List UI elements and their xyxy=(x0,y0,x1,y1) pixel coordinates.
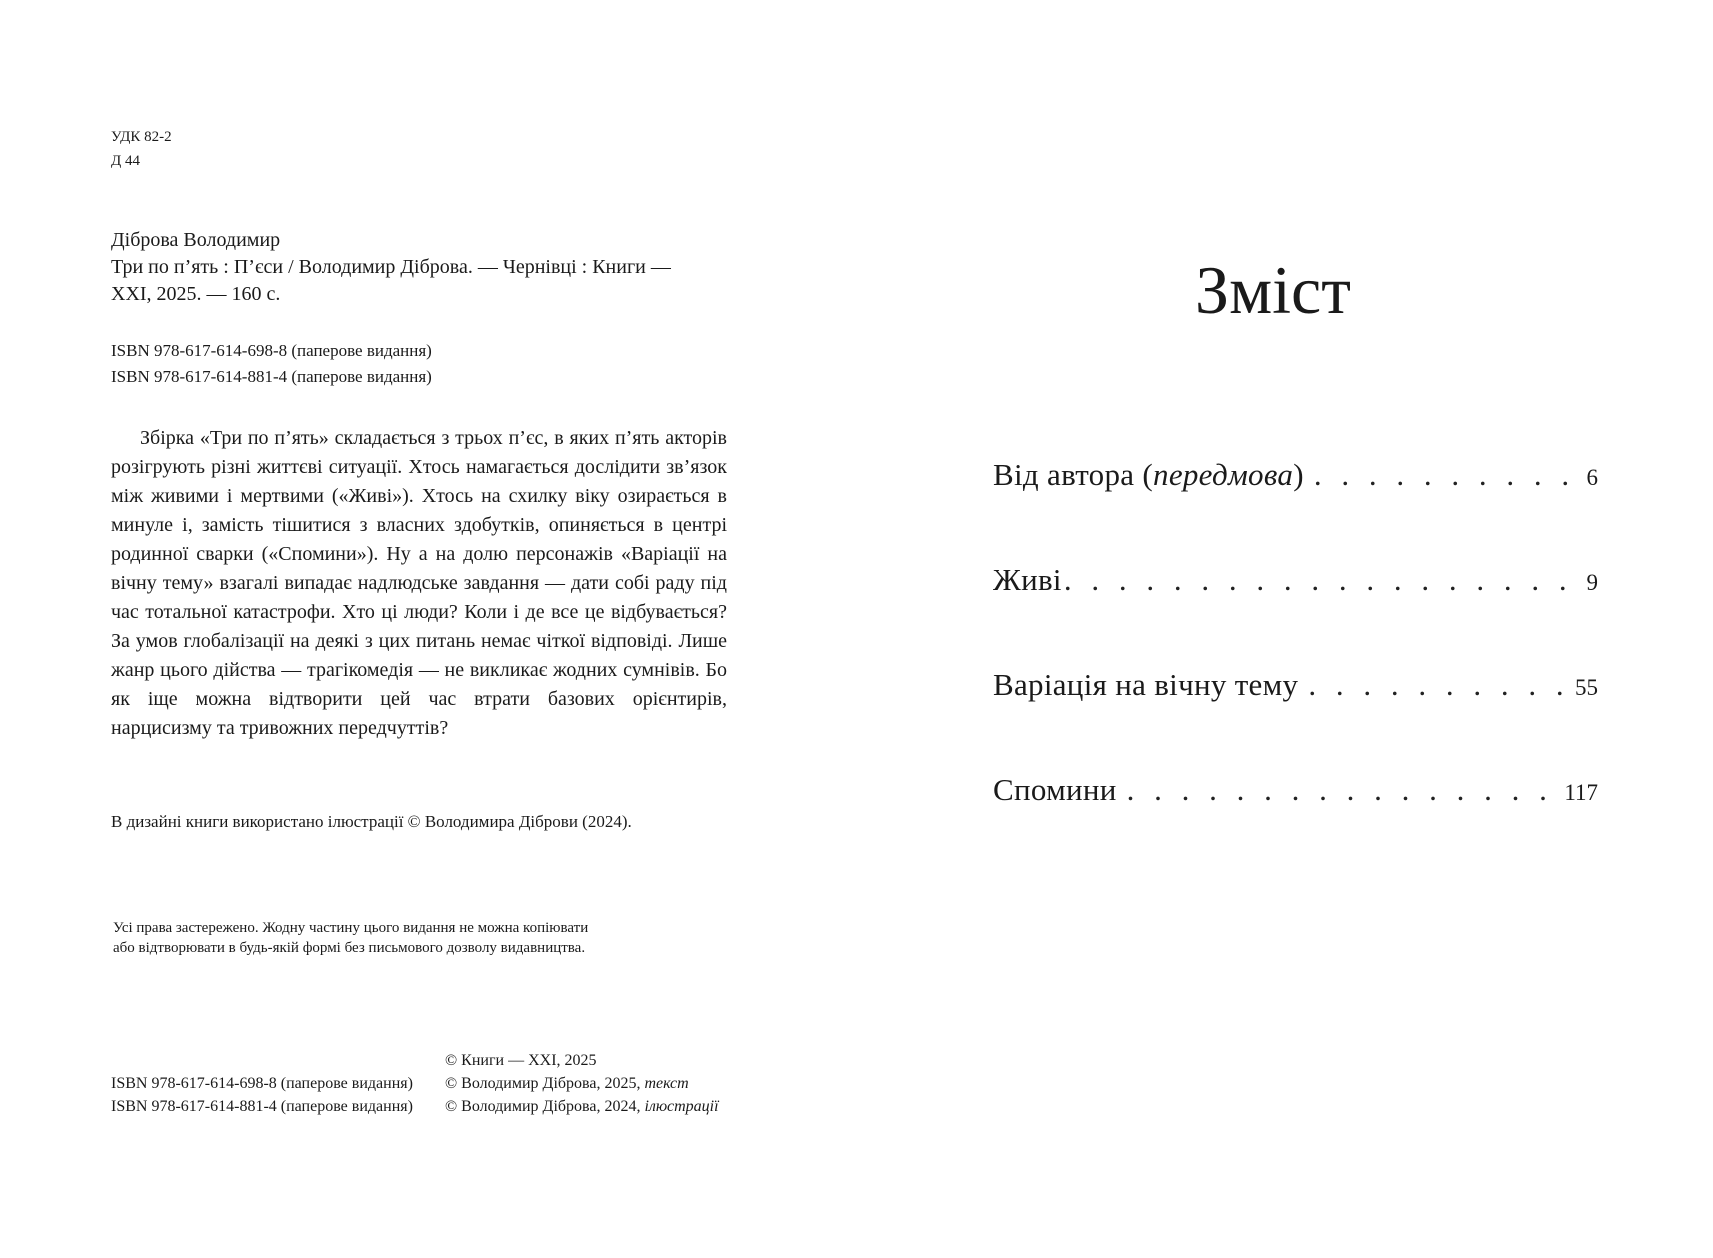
design-note: В дизайні книги використано ілюстрації © Володимира Діброви (2024). xyxy=(111,812,632,831)
isbn-block xyxy=(111,338,432,390)
copyright-2-text: © Володимир Діброва, 2025, xyxy=(445,1075,645,1092)
copyright-line-3 xyxy=(445,1095,719,1118)
bottom-isbn-line-2: ISBN 978-617-614-881-4 (паперове видання) xyxy=(111,1098,413,1115)
dot-leader xyxy=(1064,560,1581,600)
annotation xyxy=(111,424,727,743)
dot-leader xyxy=(1314,455,1581,495)
toc-entry-title: Спомини xyxy=(993,772,1117,807)
copyright-line-2 xyxy=(445,1072,719,1095)
biblio-line-2: ХХІ, 2025. — 160 с. xyxy=(111,283,281,305)
toc-entry-variatsiia[interactable] xyxy=(993,665,1598,708)
copyright-3-italic: ілюстрації xyxy=(644,1098,719,1115)
toc-page-number: 6 xyxy=(1586,465,1598,490)
dot-leader xyxy=(1127,770,1565,810)
rights-line-1: Усі права застережено. Жодну частину цього видання не можна копіювати xyxy=(113,920,589,936)
author-name: Діброва Володимир xyxy=(111,229,281,251)
bbk-line: Д 44 xyxy=(111,153,140,169)
bibliographic-record xyxy=(111,227,728,308)
isbn-line-2: ISBN 978-617-614-881-4 (паперове видання) xyxy=(111,367,432,386)
udk-line: УДК 82-2 xyxy=(111,129,172,145)
biblio-line-1: Три по п’ять : П’єси / Володимир Діброва. — Чернівці : Книги — xyxy=(111,256,671,278)
copyright-block xyxy=(445,1049,719,1118)
toc-entry-title: Живі xyxy=(993,562,1062,597)
copyright-line-1: © Книги — ХХІ, 2025 xyxy=(445,1052,597,1069)
copyright-3-text: © Володимир Діброва, 2024, xyxy=(445,1098,645,1115)
copyright-2-italic: текст xyxy=(644,1075,689,1092)
toc-entry-title: Варіація на вічну тему xyxy=(993,667,1299,702)
toc-title-pre: Від автора ( xyxy=(993,457,1154,492)
toc-entry-zhyvi[interactable] xyxy=(993,560,1598,603)
toc-entry-spomyny[interactable] xyxy=(993,770,1598,813)
annotation-text: Збірка «Три по п’ять» складається з трьох п’єс, в яких п’ять акторів розігрують різні життєві ситуації. Хтось намагається дослідити зв’язок між живими і мертвими («Живі»). Хтось на схилку віку озирається в минуле і, замість тішитися з власних здобутків, опиняється в центрі родинної сварки («Спомини»). Ну а на долю персонажів «Варіації на вічну тему» взагалі випадає надлюдське завдання — дати собі раду під час тотальної катастрофи. Хто ці люди? Коли і де все це відбувається? За умов глобалізації на деякі з цих питань немає чіткої відповіді. Лише жанр цього дійства — трагікомедія — не викликає жодних сумнівів. Бо як іще можна відтворити цей час втрати базових орієнтирів, нарцисизму та тривожних передчуттів? xyxy=(111,427,727,739)
rights-notice xyxy=(113,918,588,958)
isbn-line-1: ISBN 978-617-614-698-8 (паперове видання) xyxy=(111,341,432,360)
page-title: Зміст xyxy=(1195,252,1351,328)
rights-line-2: або відтворювати в будь-якій формі без письмового дозволу видавництва. xyxy=(113,940,586,956)
toc-entry-title xyxy=(993,455,1314,495)
udk-code xyxy=(111,125,172,173)
bottom-isbn-line-1: ISBN 978-617-614-698-8 (паперове видання) xyxy=(111,1075,413,1092)
toc-title-italic: передмова xyxy=(1153,457,1294,492)
dot-leader xyxy=(1308,665,1569,705)
bottom-isbn-block xyxy=(111,1072,413,1118)
toc-page-number: 9 xyxy=(1586,570,1598,595)
toc-page-number: 117 xyxy=(1564,780,1598,805)
toc-entry-foreword[interactable] xyxy=(993,455,1598,498)
toc-page-number: 55 xyxy=(1575,675,1598,700)
toc-title-post: ) xyxy=(1293,457,1304,492)
